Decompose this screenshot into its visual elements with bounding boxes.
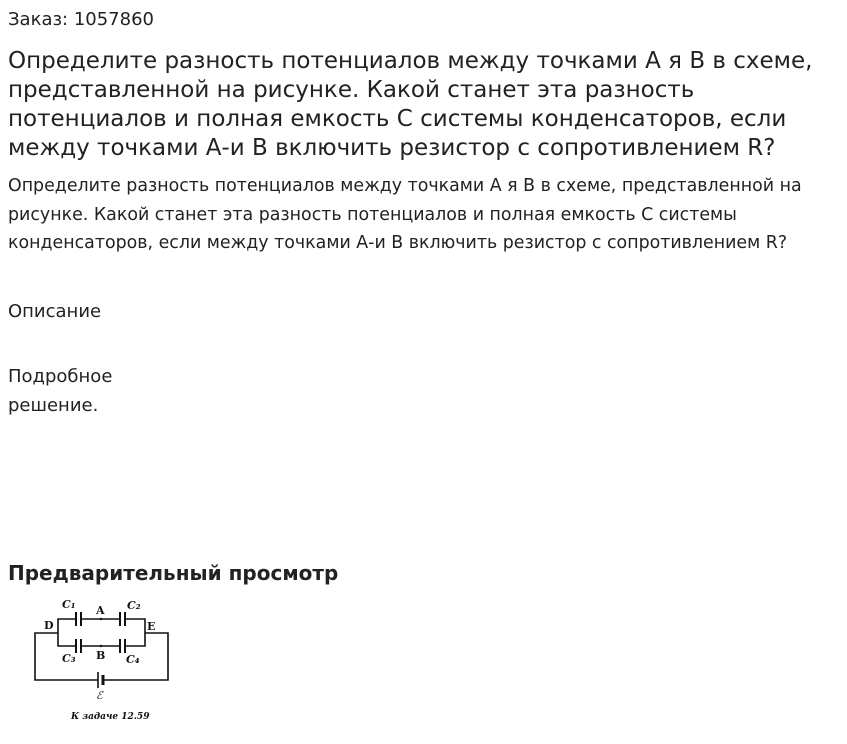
label-c4: C₄ xyxy=(126,653,140,666)
page-title: Определите разность потенциалов между точками А я В в схеме, представленной на рисунке. Какой станет эта разность потенциалов и полная емкость С системы конденсаторов, если между точками А-и В включить резистор с сопротивлением R? xyxy=(8,48,813,161)
preview-heading: Предварительный просмотр xyxy=(8,561,339,585)
node-dots xyxy=(100,618,102,647)
label-c1: C₁ xyxy=(62,598,76,611)
problem-text: Определите разность потенциалов между точками А я В в схеме, представленной на рисунке. Какой станет эта разность потенциалов и полная емкость С системы конденсаторов, если между точками А-и В включить резистор с сопротивлением R? xyxy=(8,176,802,254)
preview-image xyxy=(28,595,178,725)
label-emf: ℰ xyxy=(96,689,103,702)
label-c3: C₃ xyxy=(62,652,76,665)
circuit-diagram xyxy=(28,595,178,725)
label-b: B xyxy=(96,649,106,662)
description-text: Подробное решение. xyxy=(8,366,113,416)
order-number: Заказ: 1057860 xyxy=(8,9,154,30)
label-c2: C₂ xyxy=(127,599,141,612)
description-heading: Описание xyxy=(8,301,102,322)
label-e: E xyxy=(147,620,156,633)
figure-caption: К задаче 12.59 xyxy=(71,712,150,722)
label-a: A xyxy=(96,604,105,617)
label-d: D xyxy=(44,619,54,632)
